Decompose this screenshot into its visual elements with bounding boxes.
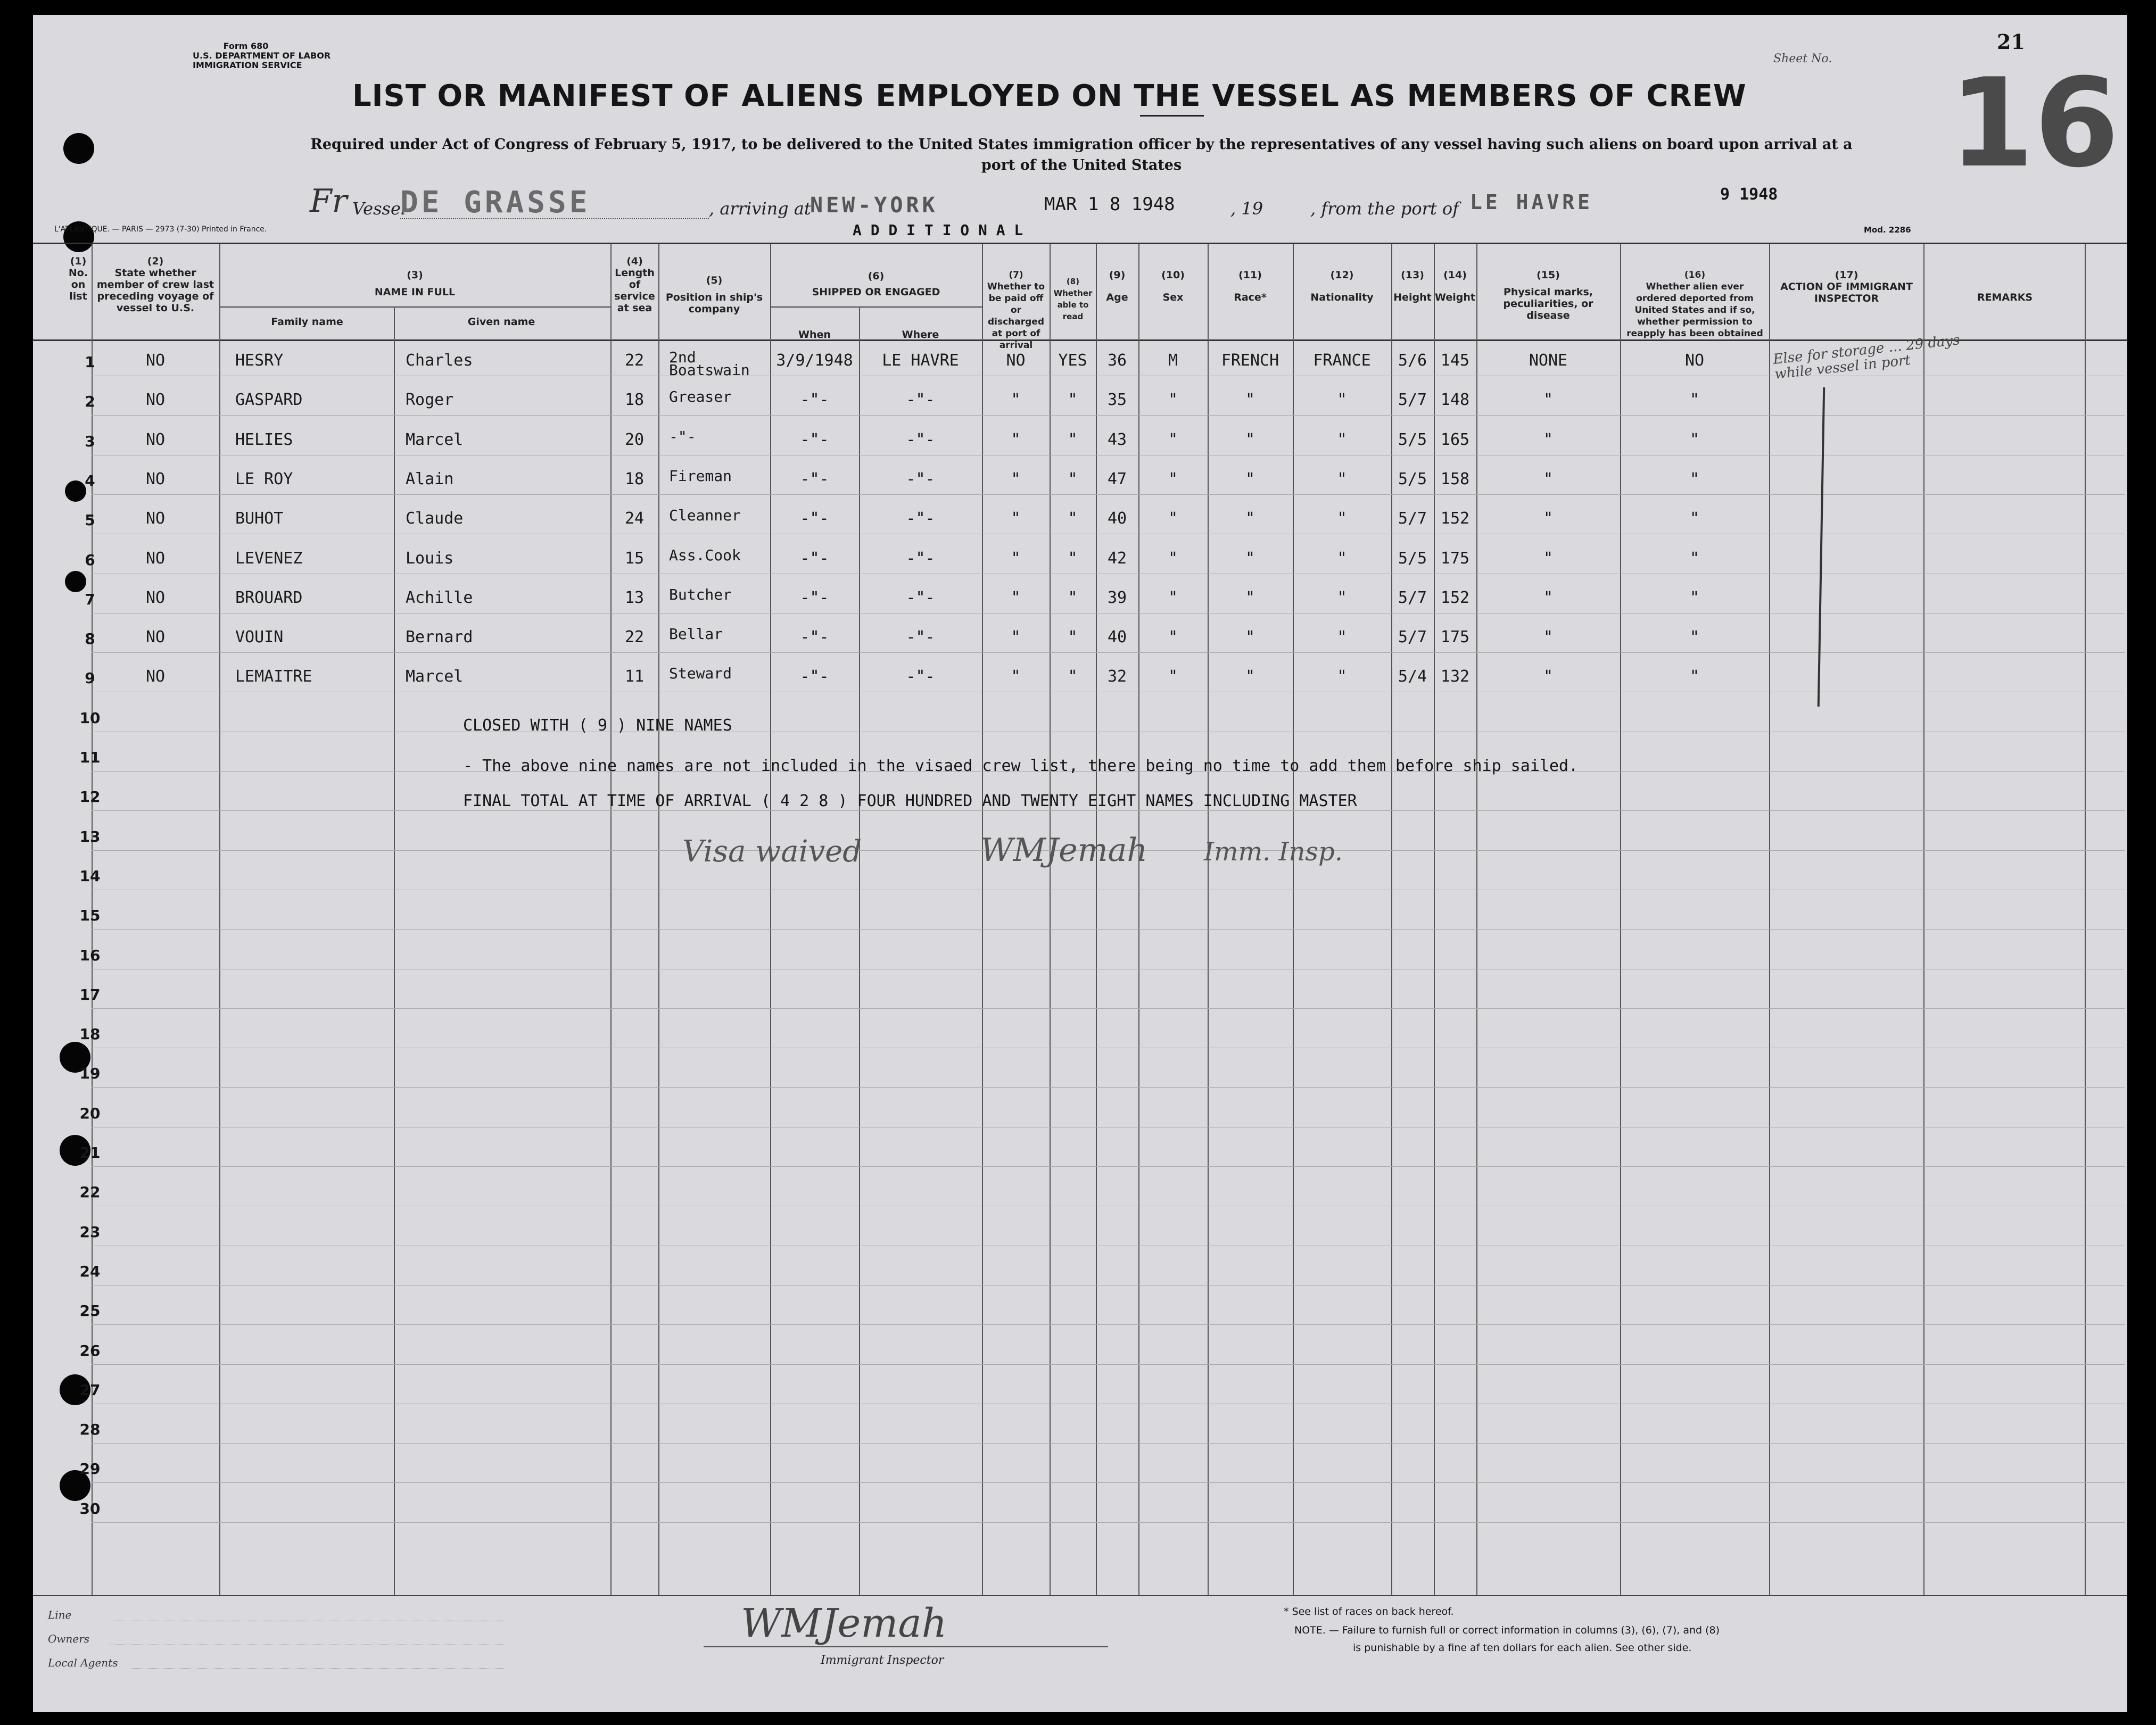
shipped-when-cell: -"- xyxy=(800,430,829,449)
sheet-big-number: 16 xyxy=(1949,53,2120,195)
row-number: 11 xyxy=(79,749,101,766)
col-header-position: (5) Position in ship's company xyxy=(665,275,763,315)
col-header-preceding-voyage: (2) State whether member of crew last preceding voyage of vessel to U.S. xyxy=(96,255,214,314)
physical-marks-cell: NONE xyxy=(1529,351,1568,370)
row-number: 8 xyxy=(85,630,95,648)
family-name-cell: BROUARD xyxy=(235,588,303,607)
races-footnote: * See list of races on back hereof. xyxy=(1284,1606,1454,1618)
position-cell: Greaser xyxy=(669,388,732,405)
preceding-voyage-cell: NO xyxy=(145,470,166,488)
immigrant-inspector-label: Immigrant Inspector xyxy=(821,1654,944,1667)
deported-cell: " xyxy=(1689,391,1700,409)
shipped-where-cell: -"- xyxy=(906,628,935,646)
family-name-cell: HESRY xyxy=(235,351,284,370)
col-header-name: (3) NAME IN FULL xyxy=(374,269,456,298)
header-bottom-rule xyxy=(33,339,2127,341)
deported-cell: " xyxy=(1689,430,1700,449)
signature-rule xyxy=(704,1646,1108,1647)
race-cell: " xyxy=(1245,667,1255,686)
given-name-cell: Marcel xyxy=(406,430,464,449)
row-number: 7 xyxy=(85,591,95,608)
row-number: 5 xyxy=(85,511,95,529)
fine-note-line-2: is punishable by a fine af ten dollars for each alien. See other side. xyxy=(1353,1642,1692,1654)
race-cell: " xyxy=(1245,628,1255,646)
manifest-sheet xyxy=(33,15,2127,1712)
race-cell: " xyxy=(1245,430,1255,449)
inspector-signature: WMJemah xyxy=(741,1600,947,1646)
height-cell: 5/7 xyxy=(1398,391,1427,409)
row-number: 14 xyxy=(79,867,101,885)
age-cell: 40 xyxy=(1107,509,1127,528)
shipped-when-cell: -"- xyxy=(800,509,829,528)
age-cell: 40 xyxy=(1107,628,1127,646)
shipped-when-cell: -"- xyxy=(800,549,829,568)
deported-cell: " xyxy=(1689,628,1700,646)
height-cell: 5/7 xyxy=(1398,509,1427,528)
weight-cell: 152 xyxy=(1440,588,1470,607)
height-cell: 5/7 xyxy=(1398,628,1427,646)
height-cell: 5/5 xyxy=(1398,470,1427,488)
weight-cell: 158 xyxy=(1440,470,1470,488)
shipped-where-cell: -"- xyxy=(906,549,935,568)
given-name-cell: Louis xyxy=(406,549,454,568)
col-header-shipped: (6) SHIPPED OR ENGAGED xyxy=(812,270,940,298)
able-read-cell: " xyxy=(1068,470,1078,488)
sex-cell: " xyxy=(1168,470,1178,488)
race-cell: " xyxy=(1245,588,1255,607)
row-number: 9 xyxy=(85,669,95,687)
col-divider xyxy=(658,244,659,1595)
row-number: 1 xyxy=(85,353,95,371)
sex-cell: " xyxy=(1168,588,1178,607)
service-length-cell: 13 xyxy=(624,588,645,607)
col-divider xyxy=(219,244,220,1595)
family-name-cell: VOUIN xyxy=(235,628,284,646)
weight-cell: 175 xyxy=(1440,628,1470,646)
row-number: 3 xyxy=(85,433,95,450)
row-number: 17 xyxy=(79,986,101,1004)
paid-off-cell: " xyxy=(1011,470,1021,488)
physical-marks-cell: " xyxy=(1543,470,1554,488)
deported-cell: " xyxy=(1689,667,1700,686)
family-name-cell: HELIES xyxy=(235,430,293,449)
visa-waived-handwritten: Visa waived xyxy=(682,834,862,869)
given-name-cell: Roger xyxy=(406,391,454,409)
row-number: 13 xyxy=(79,828,101,845)
col-header-action-inspector: (17) ACTION OF IMMIGRANT INSPECTOR xyxy=(1780,269,1913,304)
height-cell: 5/6 xyxy=(1398,351,1427,370)
family-name-cell: GASPARD xyxy=(235,391,303,409)
row-rule xyxy=(92,1285,2125,1286)
weight-cell: 132 xyxy=(1440,667,1470,686)
weight-cell: 175 xyxy=(1440,549,1470,568)
position-cell: Bellar xyxy=(669,625,723,643)
age-cell: 32 xyxy=(1107,667,1127,686)
nationality-cell: FRANCE xyxy=(1313,351,1371,370)
shipped-when-cell: -"- xyxy=(800,588,829,607)
shipped-where-cell: LE HAVRE xyxy=(882,351,959,370)
preceding-voyage-cell: NO xyxy=(145,509,166,528)
service-length-cell: 24 xyxy=(624,509,645,528)
shipped-when-cell: 3/9/1948 xyxy=(776,351,853,370)
fine-note-line-1: NOTE. — Failure to furnish full or correct information in columns (3), (6), (7), and (8) xyxy=(1294,1624,1720,1636)
paid-off-cell: " xyxy=(1011,509,1021,528)
family-name-cell: BUHOT xyxy=(235,509,284,528)
col-divider xyxy=(1923,244,1924,1595)
row-rule xyxy=(92,1482,2125,1483)
row-number: 6 xyxy=(85,551,95,569)
nationality-cell: " xyxy=(1337,667,1347,686)
row-number: 25 xyxy=(79,1302,101,1320)
departure-port: LE HAVRE xyxy=(1470,190,1593,214)
service-length-cell: 22 xyxy=(624,628,645,646)
col-header-nationality: (12) Nationality xyxy=(1310,269,1374,303)
col-header-race: (11) Race* xyxy=(1234,269,1267,303)
arrival-port: NEW-YORK xyxy=(810,193,938,218)
col-divider xyxy=(1769,244,1770,1595)
model-number: Mod. 2286 xyxy=(1864,225,1911,235)
nationality-cell: " xyxy=(1337,549,1347,568)
preceding-voyage-cell: NO xyxy=(145,628,166,646)
weight-cell: 148 xyxy=(1440,391,1470,409)
row-number: 29 xyxy=(79,1460,101,1478)
race-cell: " xyxy=(1245,549,1255,568)
sex-cell: " xyxy=(1168,667,1178,686)
row-number: 2 xyxy=(85,393,95,410)
deported-cell: " xyxy=(1689,509,1700,528)
sex-cell: M xyxy=(1168,351,1178,370)
able-read-cell: " xyxy=(1068,549,1078,568)
row-number: 23 xyxy=(79,1223,101,1241)
paid-off-cell: " xyxy=(1011,549,1021,568)
preceding-voyage-cell: NO xyxy=(145,667,166,686)
row-number: 22 xyxy=(79,1183,101,1201)
subheader-where: Where xyxy=(902,329,939,341)
sex-cell: " xyxy=(1168,549,1178,568)
physical-marks-cell: " xyxy=(1543,430,1554,449)
deported-cell: NO xyxy=(1684,351,1705,370)
family-name-cell: LE ROY xyxy=(235,470,293,488)
service-length-cell: 20 xyxy=(624,430,645,449)
col-header-no: (1) No. on list xyxy=(68,255,88,302)
shipped-where-cell: -"- xyxy=(906,391,935,409)
position-cell: Fireman xyxy=(669,467,732,485)
paid-off-cell: " xyxy=(1011,667,1021,686)
nationality-cell: " xyxy=(1337,430,1347,449)
row-number: 21 xyxy=(79,1144,101,1162)
position-cell: Butcher xyxy=(669,586,732,603)
action-bracket-line xyxy=(1818,387,1825,707)
nationality-cell: " xyxy=(1337,391,1347,409)
form-header xyxy=(193,41,331,70)
from-port-label: , from the port of xyxy=(1310,198,1459,219)
race-cell: " xyxy=(1245,391,1255,409)
page-title: LIST OR MANIFEST OF ALIENS EMPLOYED ON THE VESSEL AS MEMBERS OF CREW xyxy=(352,79,1747,113)
position-cell: -"- xyxy=(669,428,696,445)
nationality-cell: " xyxy=(1337,470,1347,488)
not-included-note: - The above nine names are not included in the visaed crew list, there being no time to add them before ship sailed. xyxy=(463,757,1579,775)
punch-hole xyxy=(63,133,94,164)
shipped-where-cell: -"- xyxy=(906,430,935,449)
sex-cell: " xyxy=(1168,391,1178,409)
sheet-label: Sheet No. xyxy=(1773,52,1832,65)
table-bottom-rule xyxy=(33,1595,2127,1596)
family-name-cell: LEVENEZ xyxy=(235,549,303,568)
additional-label: A D D I T I O N A L xyxy=(853,221,1023,239)
vessel-label: Vessel xyxy=(352,198,407,219)
age-cell: 35 xyxy=(1107,391,1127,409)
table-top-rule xyxy=(33,243,2127,244)
col-header-paid-off: (7) Whether to be paid off or discharged at port of arrival xyxy=(987,270,1045,351)
row-number: 26 xyxy=(79,1342,101,1359)
physical-marks-cell: " xyxy=(1543,628,1554,646)
department-label: U.S. DEPARTMENT OF LABOR xyxy=(193,51,331,61)
footer-owners-label: Owners xyxy=(48,1632,90,1645)
col-divider xyxy=(394,306,395,1595)
shipped-where-cell: -"- xyxy=(906,509,935,528)
shipped-when-cell: -"- xyxy=(800,391,829,409)
paid-off-cell: " xyxy=(1011,588,1021,607)
subheader-given-name: Given name xyxy=(467,316,535,328)
nationality-cell: " xyxy=(1337,628,1347,646)
paid-off-cell: " xyxy=(1011,391,1021,409)
arrival-date-stamp: MAR 1 8 1948 xyxy=(1044,194,1175,215)
row-rule xyxy=(92,1522,2125,1523)
subtitle-line-2: port of the United States xyxy=(981,157,1182,173)
inspector-signature-handwritten: WMJemah xyxy=(980,832,1147,869)
subtitle-line-1: Required under Act of Congress of February 5, 1917, to be delivered to the United States immigration officer by the representatives of any vessel having such aliens on board upon arrival at a xyxy=(310,136,1853,153)
preceding-voyage-cell: NO xyxy=(145,430,166,449)
title-rule xyxy=(1140,115,1204,117)
subheader-when: When xyxy=(798,329,831,341)
row-number: 24 xyxy=(79,1263,101,1280)
position-cell: 2nd Boatswain xyxy=(669,349,750,379)
closed-note: CLOSED WITH ( 9 ) NINE NAMES xyxy=(463,716,732,735)
footer-line-label: Line xyxy=(48,1608,72,1621)
physical-marks-cell: " xyxy=(1543,509,1554,528)
race-cell: " xyxy=(1245,509,1255,528)
position-cell: Cleanner xyxy=(669,507,741,524)
departure-date-stamp: 9 1948 xyxy=(1720,185,1778,204)
col-header-able-read: (8) Whether able to read xyxy=(1053,277,1093,321)
row-number: 16 xyxy=(79,947,101,964)
height-cell: 5/7 xyxy=(1398,588,1427,607)
given-name-cell: Charles xyxy=(406,351,473,370)
weight-cell: 145 xyxy=(1440,351,1470,370)
preceding-voyage-cell: NO xyxy=(145,351,166,370)
physical-marks-cell: " xyxy=(1543,549,1554,568)
col-header-height: (13) Height xyxy=(1393,269,1432,303)
final-total-note: FINAL TOTAL AT TIME OF ARRIVAL ( 4 2 8 ) FOUR HUNDRED AND TWENTY EIGHT NAMES INCLUDING MASTER xyxy=(463,792,1357,810)
row-rule xyxy=(92,1324,2125,1325)
family-name-cell: LEMAITRE xyxy=(235,667,312,686)
position-cell: Ass.Cook xyxy=(669,546,741,564)
given-name-cell: Bernard xyxy=(406,628,473,646)
row-number: 12 xyxy=(79,788,101,806)
name-sub-rule xyxy=(219,306,610,308)
shipped-when-cell: -"- xyxy=(800,667,829,686)
age-cell: 47 xyxy=(1107,470,1127,488)
age-cell: 36 xyxy=(1107,351,1127,370)
service-length-cell: 18 xyxy=(624,391,645,409)
able-read-cell: " xyxy=(1068,588,1078,607)
service-length-cell: 22 xyxy=(624,351,645,370)
shipped-where-cell: -"- xyxy=(906,470,935,488)
row-rule xyxy=(92,929,2125,930)
col-divider xyxy=(2085,244,2086,1595)
col-header-sex: (10) Sex xyxy=(1161,269,1185,303)
shipped-when-cell: -"- xyxy=(800,628,829,646)
sheet-stamp: 21 xyxy=(1997,30,2025,54)
height-cell: 5/5 xyxy=(1398,430,1427,449)
col-header-physical-marks: (15) Physical marks, peculiarities, or disease xyxy=(1503,269,1593,321)
row-rule xyxy=(92,415,2125,416)
nationality-cell: " xyxy=(1337,588,1347,607)
col-header-length-service: (4) Length of service at sea xyxy=(614,255,655,314)
col-header-deported: (16) Whether alien ever ordered deported from United States and if so, whether permission to reapply has been obtained xyxy=(1626,270,1763,339)
deported-cell: " xyxy=(1689,588,1700,607)
able-read-cell: " xyxy=(1068,391,1078,409)
row-number: 4 xyxy=(85,472,95,490)
col-divider xyxy=(859,306,860,1595)
physical-marks-cell: " xyxy=(1543,391,1554,409)
weight-cell: 152 xyxy=(1440,509,1470,528)
age-cell: 42 xyxy=(1107,549,1127,568)
row-number: 20 xyxy=(79,1105,101,1122)
sex-cell: " xyxy=(1168,430,1178,449)
service-label: IMMIGRATION SERVICE xyxy=(193,60,302,70)
action-inspector-note: Else for storage ... 29 days while vessel in port xyxy=(1772,332,1961,383)
height-cell: 5/4 xyxy=(1398,667,1427,686)
age-cell: 43 xyxy=(1107,430,1127,449)
footer-agents-label: Local Agents xyxy=(48,1656,118,1669)
shipped-where-cell: -"- xyxy=(906,588,935,607)
age-cell: 39 xyxy=(1107,588,1127,607)
col-header-age: (9) Age xyxy=(1106,269,1128,303)
row-number: 15 xyxy=(79,907,101,924)
physical-marks-cell: " xyxy=(1543,667,1554,686)
fr-handwritten: Fr xyxy=(310,183,348,220)
given-name-cell: Claude xyxy=(406,509,464,528)
row-number: 27 xyxy=(79,1381,101,1399)
row-rule xyxy=(92,1443,2125,1444)
shipped-when-cell: -"- xyxy=(800,470,829,488)
deported-cell: " xyxy=(1689,470,1700,488)
punch-hole xyxy=(65,571,86,592)
shipped-where-cell: -"- xyxy=(906,667,935,686)
sex-cell: " xyxy=(1168,628,1178,646)
nationality-cell: " xyxy=(1337,509,1347,528)
row-rule xyxy=(92,494,2125,495)
row-number: 30 xyxy=(79,1500,101,1517)
row-number: 19 xyxy=(79,1065,101,1082)
position-cell: Steward xyxy=(669,665,732,682)
service-length-cell: 18 xyxy=(624,470,645,488)
inspector-title-handwritten: Imm. Insp. xyxy=(1204,837,1343,867)
preceding-voyage-cell: NO xyxy=(145,391,166,409)
row-number: 18 xyxy=(79,1025,101,1043)
subtitle xyxy=(203,136,1960,173)
given-name-cell: Achille xyxy=(406,588,473,607)
height-cell: 5/5 xyxy=(1398,549,1427,568)
race-cell: FRENCH xyxy=(1221,351,1279,370)
able-read-cell: " xyxy=(1068,430,1078,449)
form-number: Form 680 xyxy=(223,41,269,51)
row-number: 28 xyxy=(79,1421,101,1438)
row-rule xyxy=(92,1087,2125,1088)
race-cell: " xyxy=(1245,470,1255,488)
subheader-family-name: Family name xyxy=(271,316,343,328)
service-length-cell: 15 xyxy=(624,549,645,568)
vessel-rule xyxy=(400,218,709,219)
paid-off-cell: " xyxy=(1011,430,1021,449)
able-read-cell: " xyxy=(1068,628,1078,646)
given-name-cell: Marcel xyxy=(406,667,464,686)
row-rule xyxy=(92,1166,2125,1167)
row-rule xyxy=(92,1008,2125,1009)
year-label: , 19 xyxy=(1230,198,1263,219)
weight-cell: 165 xyxy=(1440,430,1470,449)
paid-off-cell: NO xyxy=(1006,351,1026,370)
vessel-name: DE GRASSE xyxy=(400,185,591,220)
row-rule xyxy=(92,810,2125,811)
row-rule xyxy=(92,1364,2125,1365)
physical-marks-cell: " xyxy=(1543,588,1554,607)
col-divider xyxy=(610,244,612,1595)
able-read-cell: " xyxy=(1068,667,1078,686)
deported-cell: " xyxy=(1689,549,1700,568)
service-length-cell: 11 xyxy=(624,667,645,686)
able-read-cell: " xyxy=(1068,509,1078,528)
col-header-remarks: REMARKS xyxy=(1977,292,2033,303)
given-name-cell: Alain xyxy=(406,470,454,488)
arriving-label: , arriving at xyxy=(709,198,811,219)
sex-cell: " xyxy=(1168,509,1178,528)
paid-off-cell: " xyxy=(1011,628,1021,646)
shipped-sub-rule xyxy=(770,306,982,308)
printer-credit: L'ATLANTIQUE. — PARIS — 2973 (7-30) Printed in France. xyxy=(54,225,267,234)
able-read-cell: YES xyxy=(1058,351,1087,370)
preceding-voyage-cell: NO xyxy=(145,588,166,607)
preceding-voyage-cell: NO xyxy=(145,549,166,568)
row-number: 10 xyxy=(79,709,101,727)
col-header-weight: (14) Weight xyxy=(1435,269,1475,303)
